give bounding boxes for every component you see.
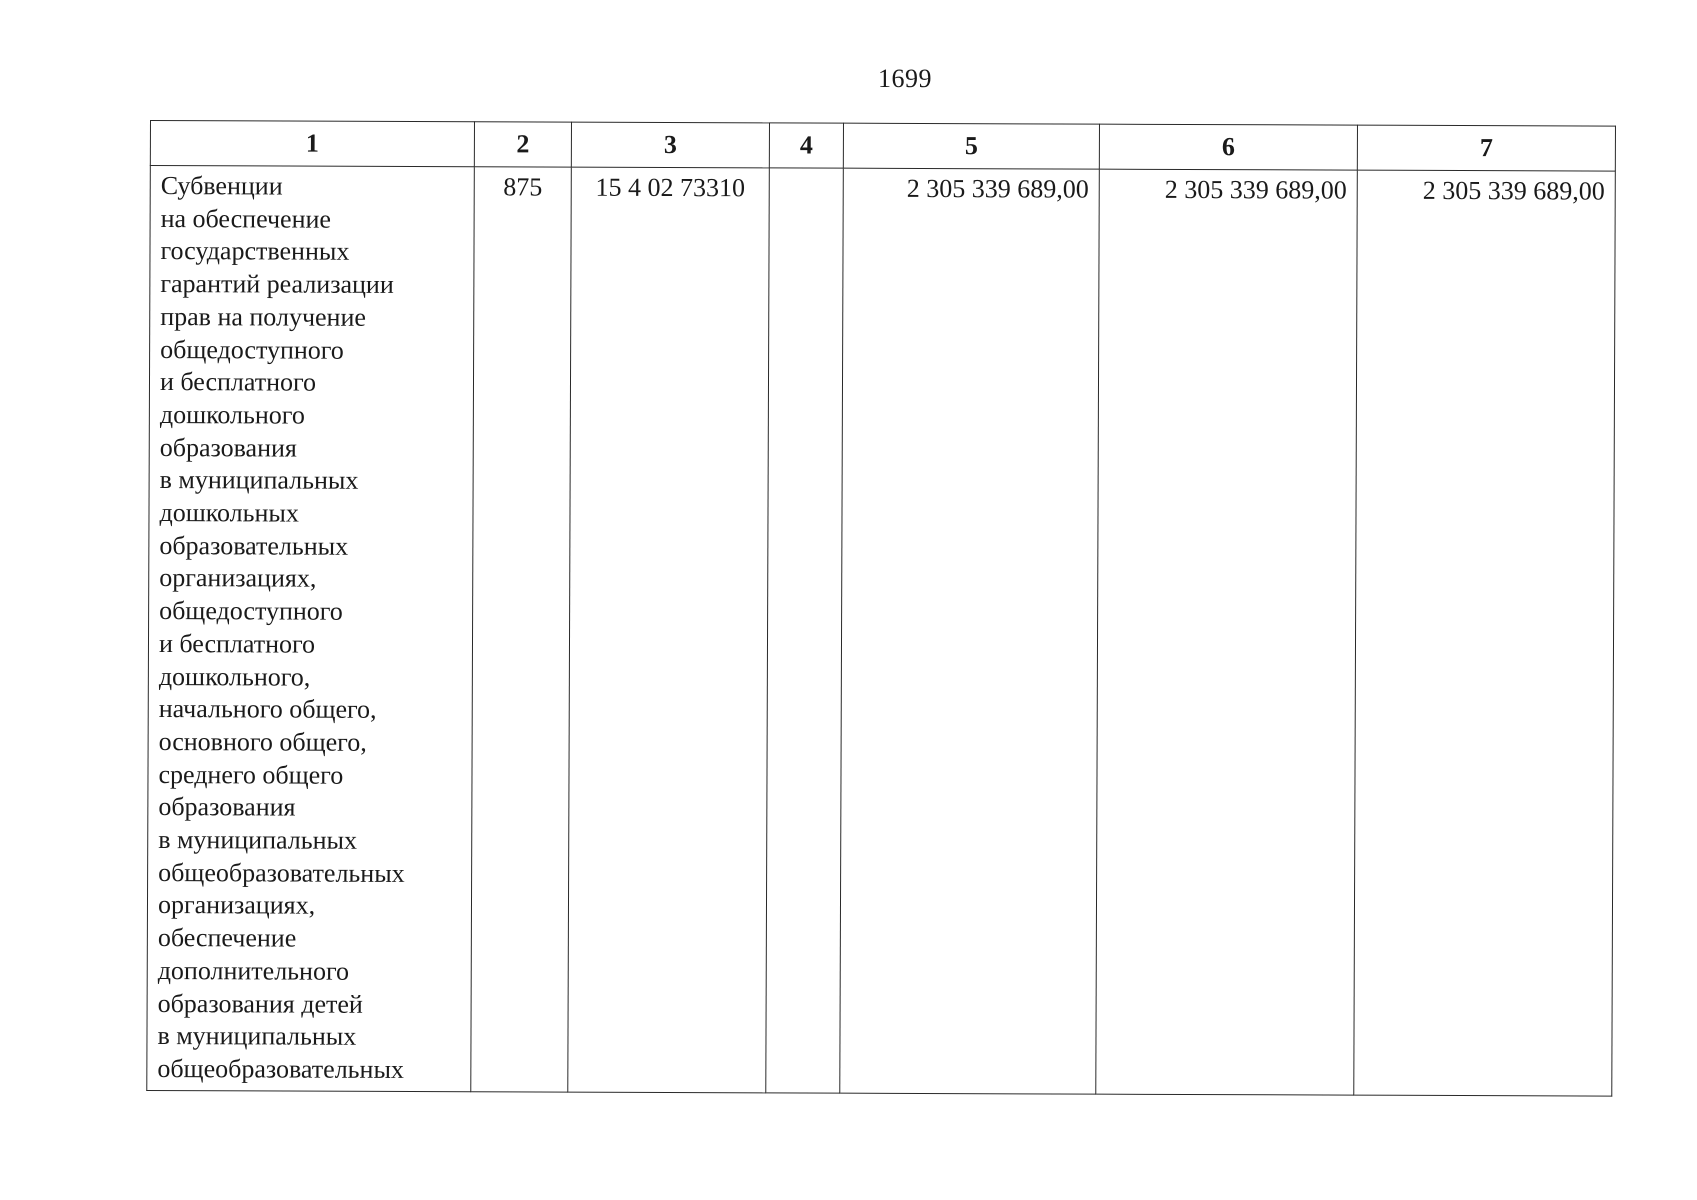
- description-line: общеобразовательных: [158, 857, 405, 888]
- document-sheet: [146, 120, 1615, 1097]
- description-line: общедоступного: [160, 334, 344, 365]
- column-header-5: 5: [843, 123, 1099, 169]
- description-line: образовательных: [159, 530, 349, 561]
- description-line: дошкольного: [159, 399, 305, 430]
- description-line: дополнительного: [157, 955, 350, 986]
- table-row: [147, 166, 1616, 1097]
- column-header-7: 7: [1357, 125, 1615, 171]
- description-line: образования детей: [157, 988, 363, 1019]
- description-line: образования: [158, 792, 296, 822]
- description-line: дошкольного,: [158, 661, 311, 692]
- description-line: среднего общего: [158, 759, 344, 790]
- column-header-1: 1: [150, 121, 474, 167]
- row-expense-type: [766, 168, 844, 1093]
- row-code: 875: [471, 167, 572, 1092]
- description-line: и бесплатного: [159, 367, 317, 397]
- description-line: общедоступного: [159, 596, 343, 626]
- description-line: Субвенции: [160, 171, 283, 201]
- description-line: в муниципальных: [159, 465, 359, 496]
- table-header-row: [150, 121, 1615, 172]
- row-target-article: 15 4 02 73310: [568, 167, 770, 1093]
- row-description: [147, 166, 475, 1092]
- row-amount-1: 2 305 339 689,00: [840, 168, 1100, 1094]
- description-line: гарантий реализации: [160, 269, 394, 300]
- description-line: государственных: [160, 236, 350, 267]
- description-line: обеспечение: [157, 923, 297, 953]
- description-line: в муниципальных: [157, 1021, 357, 1052]
- description-line: организациях,: [159, 563, 317, 594]
- page-number: 1699: [878, 64, 932, 93]
- description-line: дошкольных: [159, 498, 299, 528]
- description-line: основного общего,: [158, 726, 367, 757]
- budget-table: [146, 120, 1616, 1097]
- description-line: организациях,: [157, 890, 316, 921]
- description-line: образования: [159, 432, 297, 463]
- description-line: и бесплатного: [158, 628, 316, 659]
- row-amount-3: 2 305 339 689,00: [1354, 170, 1616, 1096]
- column-header-4: 4: [769, 123, 843, 168]
- description-line: в муниципальных: [158, 825, 358, 855]
- description-line: на обеспечение: [160, 203, 332, 234]
- column-header-6: 6: [1099, 124, 1357, 170]
- description-line: общеобразовательных: [157, 1054, 405, 1084]
- row-amount-2: 2 305 339 689,00: [1096, 169, 1358, 1095]
- description-line: прав на получение: [160, 301, 367, 332]
- column-header-3: 3: [571, 122, 769, 168]
- description-line: начального общего,: [158, 694, 377, 725]
- column-header-2: 2: [474, 122, 571, 167]
